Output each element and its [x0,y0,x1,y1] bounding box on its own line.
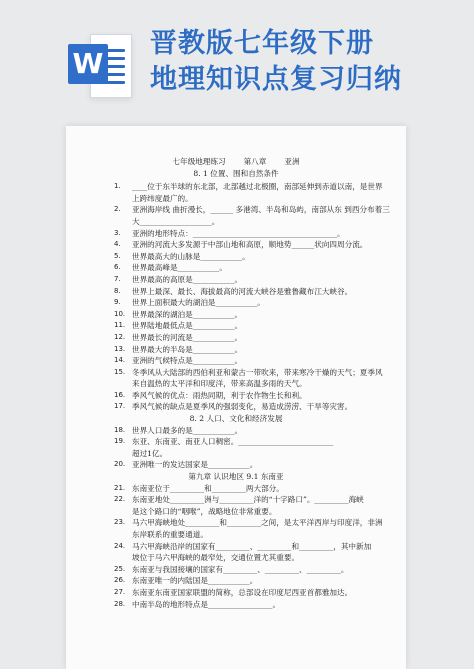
question-text: 东南亚东南亚国家联盟的简称，总部设在印度尼西亚首都雅加达。 [132,587,353,597]
heading-subject: 七年级地理练习 [172,157,226,166]
section-heading: 第九章 认识地区 9.1 东南亚 [188,472,284,482]
question-item [66,564,406,576]
question-text: 东南亚地处_________洲与_________洋的“十字路口”。_________海峡 [132,495,364,505]
question-text: 世界人口最多的是___________。 [132,425,243,435]
word-w-logo-icon: W [68,44,108,84]
question-text: 东南亚位于_________和_________两大部分。 [132,483,284,493]
question-number: 1. [114,182,121,191]
question-item [66,401,406,413]
question-text: 冬季风从大陆部的西伯利亚和蒙古一带吹来，带来寒冷干燥的天气；夏季风 [132,367,383,377]
heading-chapter: 第八章 [243,157,267,166]
question-number: 6. [114,263,121,272]
question-continuation: 上跨纬度最广的。 [132,193,193,203]
question-number: 7. [114,274,121,283]
question-text: 世界上面积最大的湖泊是___________。 [132,298,265,308]
question-text: 马六甲海峡沿岸的国家有_________、_________和_________，其中新加 [132,541,372,551]
question-text: 亚洲的河流大多发源于中部山地和高原，顺地势______状向四周分流。 [132,240,368,250]
question-item [66,297,406,309]
question-continuation: 超过1亿。 [132,448,168,458]
word-document-icon [68,34,132,96]
question-number: 28. [114,599,126,608]
question-number: 9. [114,298,121,307]
question-text: 世界最深的湖泊是___________。 [132,309,243,319]
question-item [66,204,406,216]
question-item [66,483,406,495]
question-text: 季风气候的缺点是夏季风的强弱变化，易造成涝涝、干旱等灾害。 [132,402,353,412]
question-item [66,494,406,506]
question-text: 亚洲唯一的发达国家是___________。 [132,460,258,470]
question-number: 13. [114,344,126,353]
question-item [66,355,406,367]
heading-region: 亚洲 [284,157,300,166]
question-number: 12. [114,332,126,341]
question-item [66,239,406,251]
question-text: 世界最高大的山脉是___________。 [132,251,250,261]
question-number: 20. [114,460,126,469]
question-text: 东南亚与我国接壤的国家有_________、_________、_________。 [132,564,349,574]
section-heading: 8. 2 人口、文化和经济发展 [189,414,283,424]
question-text: 东南亚唯一的内陆国是___________。 [132,576,258,586]
page-title [150,26,470,98]
title-line-2: 地理知识点复习归纳 [150,64,402,95]
question-number: 14. [114,356,126,365]
question-item [66,587,406,599]
question-item [66,436,406,448]
question-text: 世界最大的半岛是___________。 [132,344,243,354]
question-number: 5. [114,251,121,260]
question-item [66,425,406,437]
question-number: 23. [114,518,126,527]
question-number: 27. [114,587,126,596]
question-item [66,320,406,332]
question-item [66,517,406,529]
question-number: 15. [114,367,126,376]
question-text: 中南半岛的地形特点是_________________。 [132,599,281,609]
question-continuation: 东岸联系的重要通道。 [132,530,208,539]
question-text: 世界陆地最低点是___________。 [132,321,243,331]
section-heading: 8. 1 位置、围和自然条件 [193,168,279,178]
question-continuation: 大___________________。 [132,216,220,226]
question-text: 亚洲的地形特点：______________________________________。 [132,228,345,238]
question-text: 马六甲海峡地处_________和_________之间，是太平洋西岸与印度洋，非洲 [132,518,383,528]
question-item [66,390,406,402]
question-item [66,228,406,240]
question-item [66,274,406,286]
question-number: 22. [114,495,126,504]
question-item [66,599,406,611]
question-continuation: 是这个路口的“咽喉”，战略地位非常重要。 [132,506,277,516]
question-item [66,181,406,193]
question-number: 21. [114,483,126,492]
question-number: 19. [114,437,126,446]
question-item [66,575,406,587]
question-number: 4. [114,240,121,249]
question-number: 24. [114,541,126,550]
title-line-1: 晋教版七年级下册 [150,28,374,59]
question-item [66,332,406,344]
question-continuation: 坡位于马六甲海峡的最窄处，交通位置尤其重要。 [132,553,300,563]
question-number: 26. [114,576,126,585]
question-item [66,309,406,321]
question-text: 季风气候的优点：雨热同期，利于农作物生长和利。 [132,390,307,400]
question-item [66,541,406,553]
question-text: 亚洲海岸线 曲折漫长，______ 多港湾、半岛和岛屿，南部从东 到西分布着三 [132,205,390,215]
question-text: 世界最长的河流是___________。 [132,332,243,342]
question-item [66,367,406,379]
question-item [66,251,406,263]
question-text: 世界最高峰是___________。 [132,263,227,273]
question-text: 亚洲的气候特点是___________。 [132,356,243,366]
question-number: 11. [114,321,126,330]
question-number: 17. [114,402,126,411]
question-item [66,262,406,274]
question-list [66,179,406,610]
question-number: 8. [114,286,121,295]
question-text: 世界最高的高原是___________。 [132,274,243,284]
question-number: 25. [114,564,126,573]
question-text: 世界上最深、最长、海拔最高的河流大峡谷是雅鲁藏布江大峡谷。 [132,286,353,296]
question-number: 16. [114,390,126,399]
question-item [66,344,406,356]
question-text: 东亚、东南亚、南亚人口稠密。_________________________ [132,437,334,447]
paper-heading [66,156,406,168]
question-continuation: 来自温热的太平洋和印度洋，带来高温多雨的天气。 [132,379,307,389]
question-item [66,459,406,471]
question-item [66,286,406,298]
document-page [66,126,406,669]
question-number: 18. [114,425,126,434]
question-number: 2. [114,205,121,214]
question-number: 10. [114,309,126,318]
question-number: 3. [114,228,121,237]
header-banner [0,0,474,120]
question-text: ____位于东半球的东北部，北部越过北极圈，南部延伸到赤道以南，是世界 [132,182,383,192]
